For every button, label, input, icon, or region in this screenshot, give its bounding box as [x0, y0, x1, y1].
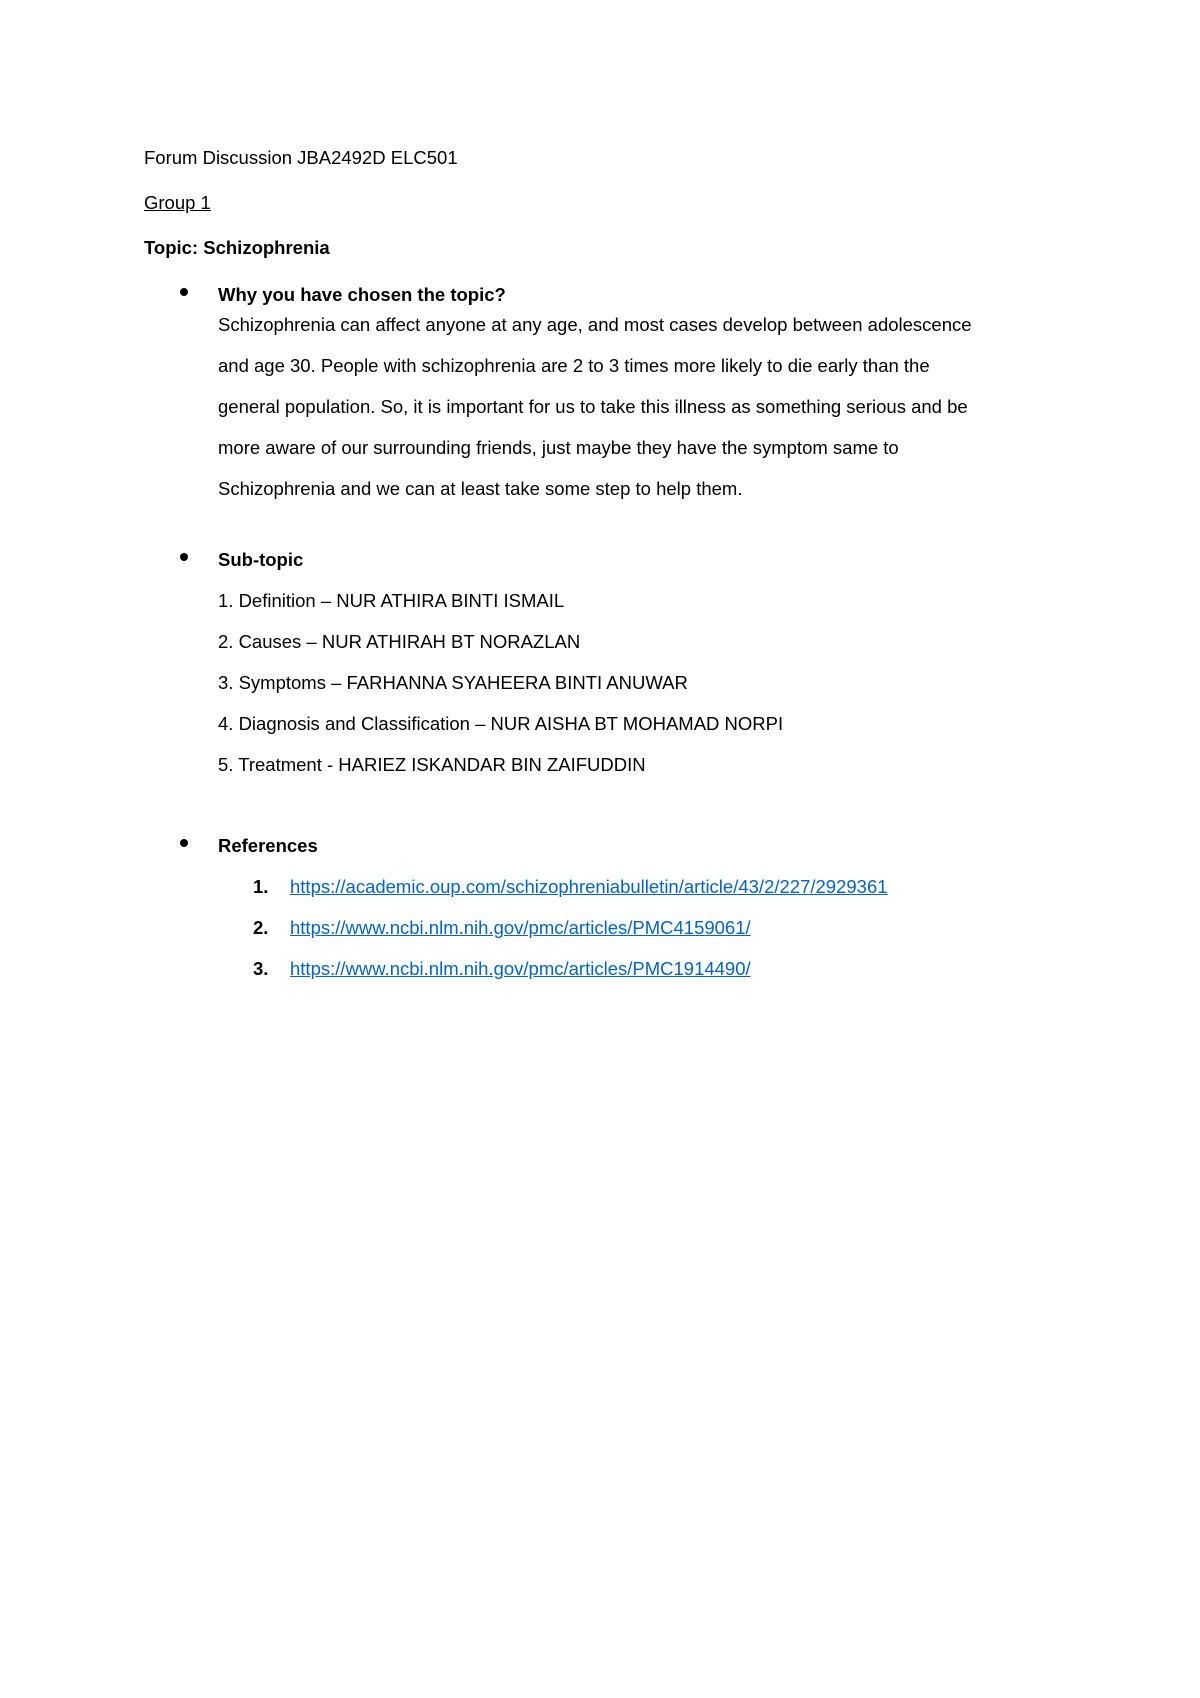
subtopic-item: 2. Causes – NUR ATHIRAH BT NORAZLAN [218, 631, 581, 652]
why-paragraph-line: and age 30. People with schizophrenia are 2 to 3 times more likely to die early than the [218, 355, 930, 376]
references-heading: References [218, 835, 318, 856]
reference-link[interactable]: https://academic.oup.com/schizophreniabulletin/article/43/2/227/2929361 [290, 876, 888, 897]
document-title: Forum Discussion JBA2492D ELC501 [144, 147, 458, 168]
topic-heading: Topic: Schizophrenia [144, 237, 330, 258]
reference-item [290, 875, 888, 899]
reference-number: 2. [253, 917, 269, 938]
subtopic-item: 3. Symptoms – FARHANNA SYAHEERA BINTI ANUWAR [218, 672, 688, 693]
reference-item [290, 957, 751, 981]
reference-link[interactable]: https://www.ncbi.nlm.nih.gov/pmc/articles/PMC1914490/ [290, 958, 751, 979]
bullet-icon [180, 839, 188, 847]
subtopic-item: 1. Definition – NUR ATHIRA BINTI ISMAIL [218, 590, 565, 611]
bullet-icon [180, 288, 188, 296]
bullet-icon [180, 553, 188, 561]
reference-number: 3. [253, 958, 269, 979]
subtopic-heading: Sub-topic [218, 549, 304, 570]
why-paragraph-line: Schizophrenia and we can at least take some step to help them. [218, 478, 743, 499]
why-paragraph-line: Schizophrenia can affect anyone at any age, and most cases develop between adolescence [218, 314, 972, 335]
reference-item [290, 916, 751, 940]
why-paragraph-line: more aware of our surrounding friends, just maybe they have the symptom same to [218, 437, 899, 458]
why-heading: Why you have chosen the topic? [218, 284, 506, 305]
why-paragraph-line: general population. So, it is important for us to take this illness as something serious and be [218, 396, 968, 417]
group-label: Group 1 [144, 192, 211, 213]
subtopic-item: 5. Treatment - HARIEZ ISKANDAR BIN ZAIFUDDIN [218, 754, 646, 775]
reference-number: 1. [253, 876, 269, 897]
reference-link[interactable]: https://www.ncbi.nlm.nih.gov/pmc/articles/PMC4159061/ [290, 917, 751, 938]
subtopic-item: 4. Diagnosis and Classification – NUR AISHA BT MOHAMAD NORPI [218, 713, 784, 734]
